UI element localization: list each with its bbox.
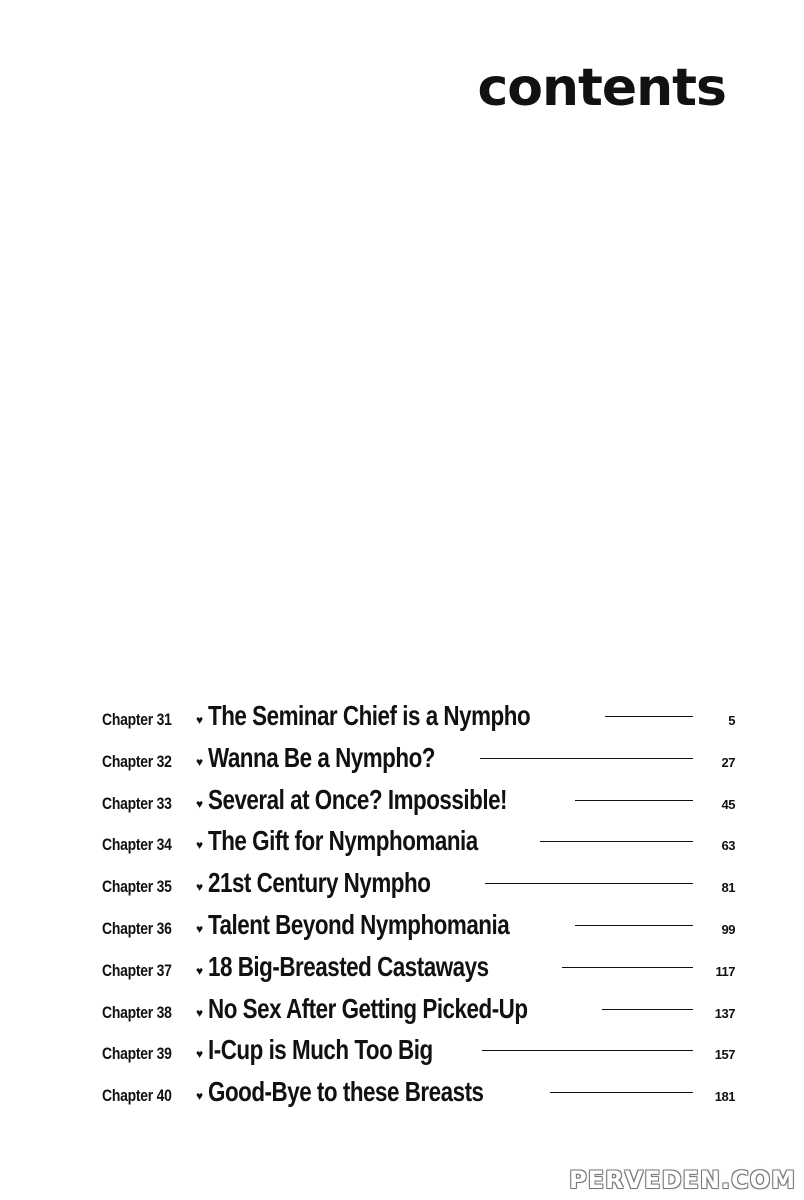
- dot-leader: [575, 925, 693, 926]
- heart-icon: ♥: [196, 754, 204, 769]
- chapter-label: Chapter 37: [102, 960, 172, 980]
- heart-icon: ♥: [196, 713, 204, 727]
- dot-leader: [540, 841, 693, 842]
- toc-entry: [102, 825, 735, 867]
- dot-leader: [575, 800, 693, 801]
- chapter-title: The Seminar Chief is a Nympho: [208, 700, 531, 731]
- chapter-label: Chapter 40: [102, 1086, 172, 1106]
- toc-entry: [102, 909, 735, 951]
- toc-entry: [102, 993, 735, 1035]
- heart-icon: ♥: [196, 880, 204, 895]
- heart-icon: ♥: [196, 796, 204, 811]
- chapter-title: I-Cup is Much Too Big: [208, 1034, 433, 1066]
- page-number: 81: [721, 880, 735, 896]
- chapter-label: Chapter 32: [102, 751, 172, 771]
- heart-icon: ♥: [196, 963, 204, 978]
- page-number: 157: [714, 1047, 735, 1063]
- dot-leader: [605, 716, 693, 717]
- chapter-label: Chapter 34: [102, 835, 172, 855]
- dot-leader: [602, 1009, 693, 1010]
- heart-icon: ♥: [196, 1089, 204, 1104]
- page-number: 27: [721, 754, 735, 770]
- chapter-title: No Sex After Getting Picked-Up: [208, 992, 528, 1024]
- chapter-title: Talent Beyond Nymphomania: [208, 908, 510, 940]
- chapter-label: Chapter 35: [102, 877, 172, 897]
- heart-icon: ♥: [196, 838, 204, 853]
- chapter-label: Chapter 39: [102, 1044, 172, 1064]
- page-number: 99: [721, 921, 735, 937]
- dot-leader: [480, 758, 693, 759]
- chapter-title: Good-Bye to these Breasts: [208, 1076, 484, 1108]
- toc-entry: [102, 1034, 735, 1076]
- page-number: 137: [714, 1005, 735, 1021]
- chapter-label: Chapter 33: [102, 793, 172, 813]
- chapter-title: Wanna Be a Nympho?: [208, 741, 436, 773]
- dot-leader: [562, 967, 693, 968]
- chapter-label: Chapter 31: [102, 710, 172, 729]
- heart-icon: ♥: [196, 1005, 204, 1020]
- page-number: 117: [715, 963, 735, 979]
- chapter-title: 21st Century Nympho: [208, 867, 431, 899]
- toc-entry: [102, 951, 735, 993]
- page-title: contents: [477, 58, 726, 118]
- chapter-title: Several at Once? Impossible!: [208, 783, 508, 815]
- chapter-title: The Gift for Nymphomania: [208, 825, 478, 857]
- toc-entry: [102, 742, 735, 784]
- toc-entry: [102, 867, 735, 909]
- chapter-label: Chapter 36: [102, 918, 172, 938]
- page-number: 45: [721, 796, 735, 812]
- toc-entry: [102, 784, 735, 826]
- heart-icon: ♥: [196, 921, 204, 936]
- toc-entry: [102, 700, 735, 742]
- heart-icon: ♥: [196, 1047, 204, 1062]
- chapter-title: 18 Big-Breasted Castaways: [208, 950, 489, 982]
- page-number: 63: [721, 838, 735, 854]
- table-of-contents: [102, 700, 735, 1118]
- dot-leader: [482, 1050, 693, 1051]
- dot-leader: [550, 1092, 693, 1093]
- toc-entry: [102, 1076, 735, 1118]
- dot-leader: [485, 883, 693, 884]
- chapter-label: Chapter 38: [102, 1002, 172, 1022]
- watermark: PERVEDEN.COM: [569, 1166, 796, 1194]
- page-number: 5: [728, 713, 735, 728]
- page-number: 181: [714, 1089, 735, 1105]
